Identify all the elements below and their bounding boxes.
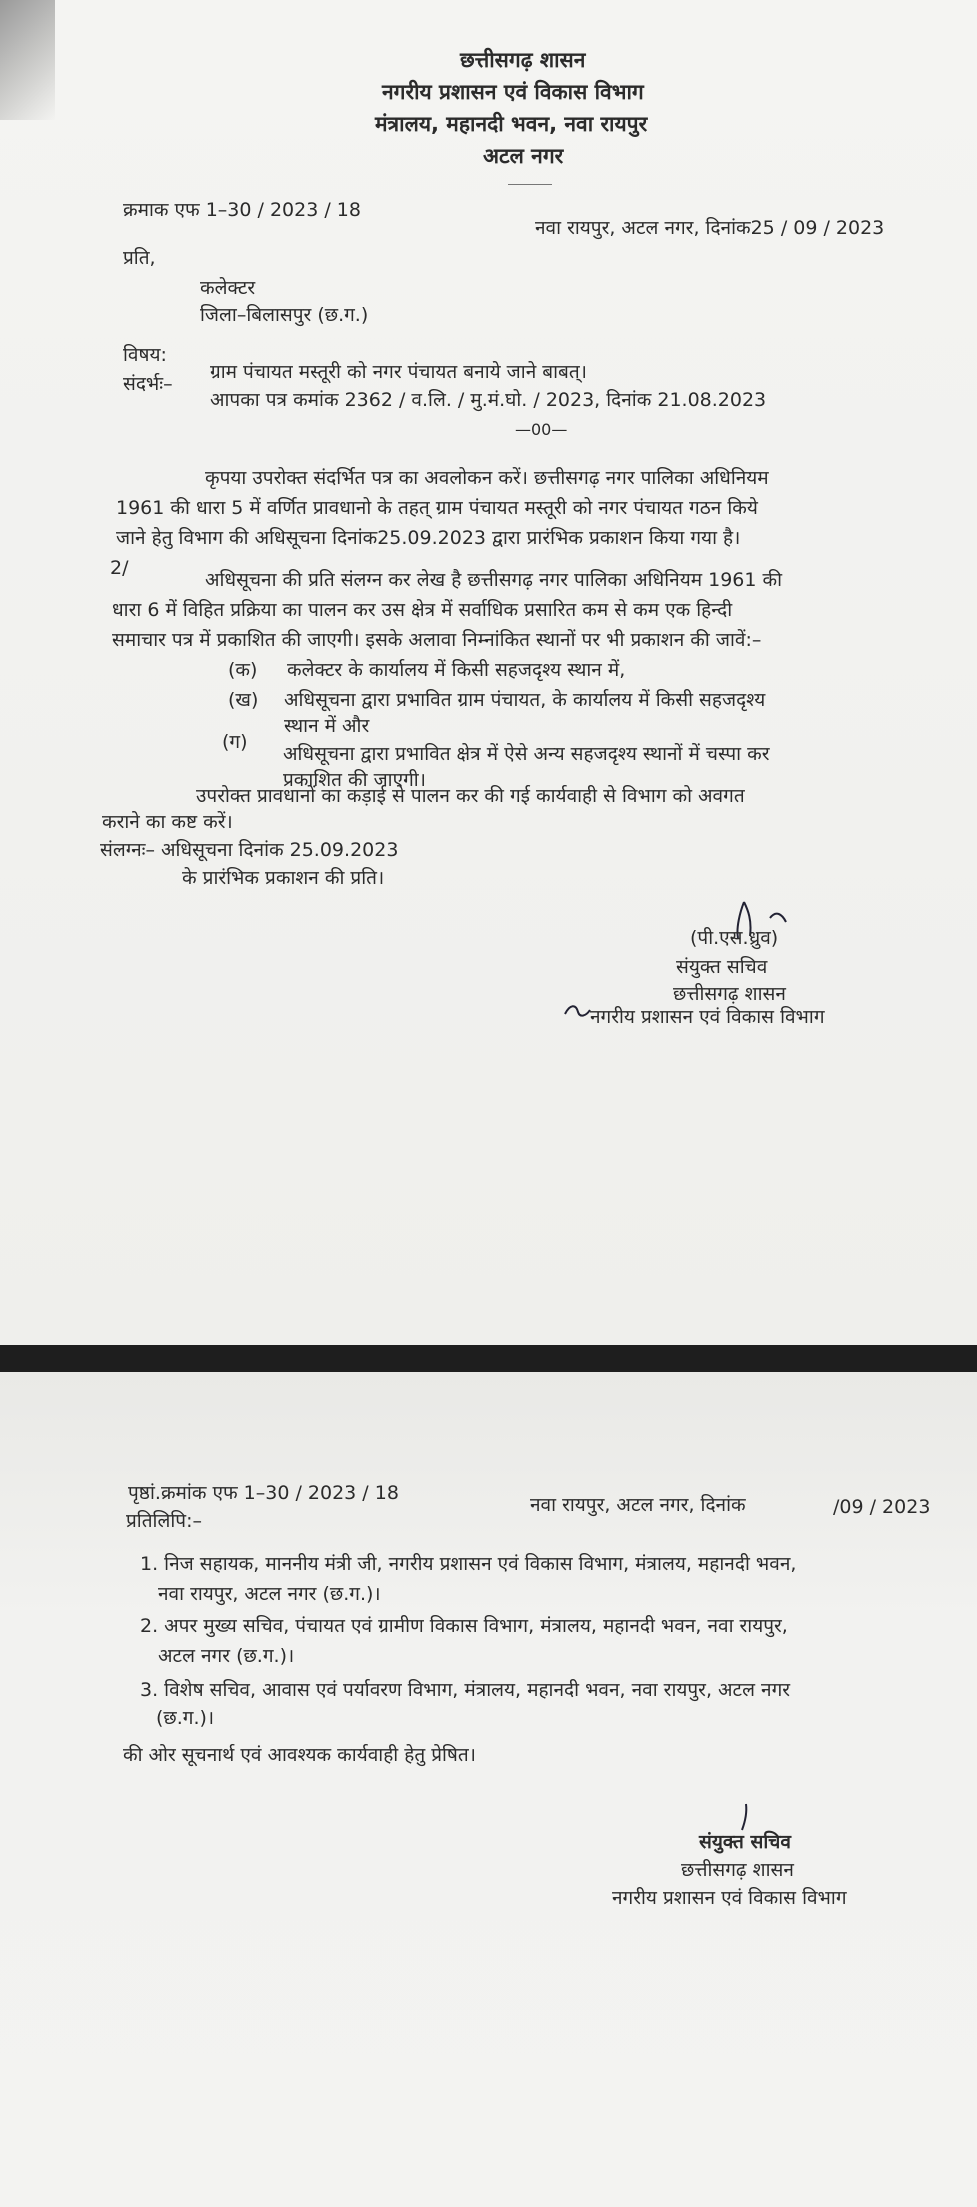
subject-text: ग्राम पंचायत मस्तूरी को नगर पंचायत बनाये जाने बाबत्। <box>210 361 587 383</box>
copy-recipient-line: 1. निज सहायक, माननीय मंत्री जी, नगरीय प्रशासन एवं विकास विभाग, मंत्रालय, महानदी भवन, <box>140 1553 797 1575</box>
header-underline <box>508 184 552 185</box>
page-divider <box>0 1345 977 1372</box>
copy-recipient-line: 3. विशेष सचिव, आवास एवं पर्यावरण विभाग, मंत्रालय, महानदी भवन, नवा रायपुर, अटल नगर <box>140 1679 791 1701</box>
para1-line: 1961 की धारा 5 में वर्णित प्रावधानो के तहत् ग्राम पंचायत मस्तूरी को नगर पंचायत गठन किये <box>116 497 758 519</box>
para2-line: धारा 6 में विहित प्रक्रिया का पालन कर उस क्षेत्र में सर्वाधिक प्रसारित कम से कम एक हिन्दी <box>112 599 733 621</box>
para3-line: कराने का कष्ट करें। <box>102 811 233 833</box>
signatory-name: (पी.एस.ध्रुव) <box>690 927 779 949</box>
item-text: अधिसूचना द्वारा प्रभावित ग्राम पंचायत, के कार्यालय में किसी सहजदृश्य <box>284 689 766 711</box>
item-text: प्रकाशित की जाएगी। <box>283 769 426 791</box>
copy-recipient-line: 2. अपर मुख्य सचिव, पंचायत एवं ग्रामीण विकास विभाग, मंत्रालय, महानदी भवन, नवा रायपुर, <box>140 1615 788 1637</box>
subject-label: विषय: <box>123 344 167 366</box>
signatory-designation: संयुक्त सचिव <box>699 1831 791 1853</box>
place-date: नवा रायपुर, अटल नगर, दिनांक25 / 09 / 2023 <box>535 217 885 239</box>
endorsement-reference-number: पृष्ठां.क्रमांक एफ 1–30 / 2023 / 18 <box>128 1482 399 1504</box>
letter-page-2 <box>0 1372 977 2207</box>
reference-number: क्रमाक एफ 1–30 / 2023 / 18 <box>123 199 361 221</box>
para2-number: 2/ <box>110 557 129 579</box>
para2-line: अधिसूचना की प्रति संलग्न कर लेख है छत्तीसगढ़ नगर पालिका अधिनियम 1961 की <box>205 569 783 591</box>
para3-line: उपरोक्त प्रावधानों का कड़ाई से पालन कर की गई कार्यवाही से विभाग को अवगत <box>196 785 745 807</box>
copy-recipient-line: (छ.ग.)। <box>156 1707 215 1729</box>
signatory-org: छत्तीसगढ़ शासन <box>673 983 786 1005</box>
header-city: अटल नगर <box>483 144 564 168</box>
enclosure-line: के प्रारंभिक प्रकाशन की प्रति। <box>182 867 385 889</box>
separator: —00— <box>515 420 568 439</box>
to-label: प्रति, <box>123 247 156 269</box>
addressee: कलेक्टर <box>200 277 256 299</box>
initial-mark <box>562 1000 592 1022</box>
copy-recipient-line: नवा रायपुर, अटल नगर (छ.ग.)। <box>158 1583 381 1605</box>
para1-line: कृपया उपरोक्त संदर्भित पत्र का अवलोकन करें। छत्तीसगढ़ नगर पालिका अधिनियम <box>205 467 769 489</box>
item-marker: (ग) <box>222 731 248 753</box>
signatory-org: छत्तीसगढ़ शासन <box>681 1859 794 1881</box>
item-marker: (ख) <box>228 689 259 711</box>
signatory-designation: संयुक्त सचिव <box>676 956 768 978</box>
item-marker: (क) <box>228 659 258 681</box>
copy-to-label: प्रतिलिपि:– <box>126 1510 202 1532</box>
addressee-district: जिला–बिलासपुर (छ.ग.) <box>200 304 369 326</box>
closing-line: की ओर सूचनार्थ एवं आवश्यक कार्यवाही हेतु प्रेषित। <box>123 1744 476 1766</box>
signatory-department: नगरीय प्रशासन एवं विकास विभाग <box>612 1887 847 1909</box>
header-department: नगरीय प्रशासन एवं विकास विभाग <box>382 80 644 104</box>
enclosure-line: संलग्नः– अधिसूचना दिनांक 25.09.2023 <box>100 839 399 861</box>
signatory-department: नगरीय प्रशासन एवं विकास विभाग <box>590 1006 825 1028</box>
endorsement-date-partial: /09 / 2023 <box>833 1496 931 1518</box>
item-text: कलेक्टर के कार्यालय में किसी सहजदृश्य स्थान में, <box>287 659 626 681</box>
para2-line: समाचार पत्र में प्रकाशित की जाएगी। इसके अलावा निम्नांकित स्थानों पर भी प्रकाशन की जावें:– <box>112 629 762 651</box>
reference-label: संदर्भः– <box>123 373 173 395</box>
para1-line: जाने हेतु विभाग की अधिसूचना दिनांक25.09.2023 द्वारा प्रारंभिक प्रकाशन किया गया है। <box>116 527 741 549</box>
page-shadow <box>0 0 55 120</box>
endorsement-place-date: नवा रायपुर, अटल नगर, दिनांक <box>530 1494 746 1516</box>
reference-text: आपका पत्र कमांक 2362 / व.लि. / मु.मं.घो. / 2023, दिनांक 21.08.2023 <box>210 389 767 411</box>
copy-recipient-line: अटल नगर (छ.ग.)। <box>158 1645 295 1667</box>
item-text: अधिसूचना द्वारा प्रभावित क्षेत्र में ऐसे अन्य सहजदृश्य स्थानों में चस्पा कर <box>283 743 770 765</box>
header-address: मंत्रालय, महानदी भवन, नवा रायपुर <box>375 112 648 136</box>
signature-mark <box>736 1802 752 1832</box>
header-government: छत्तीसगढ़ शासन <box>460 48 586 72</box>
item-text: स्थान में और <box>284 715 370 737</box>
